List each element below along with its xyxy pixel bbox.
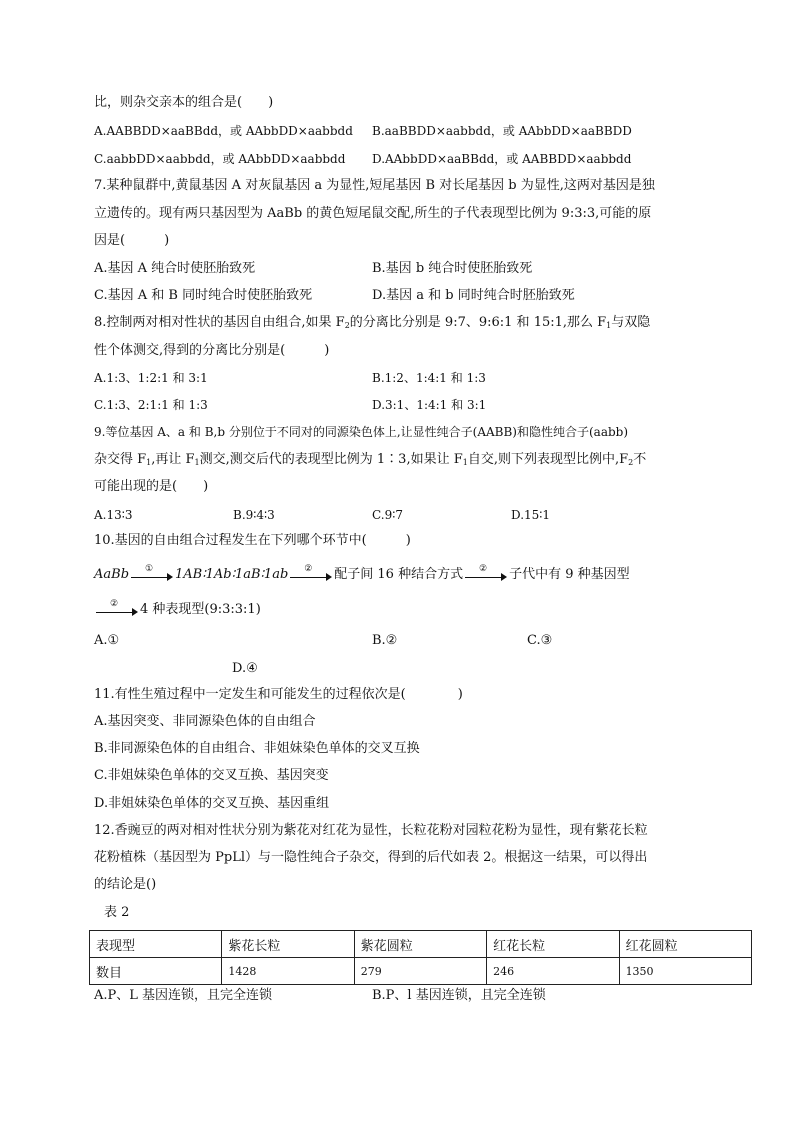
q9-stem-line1: 9.等位基因 A、a 和 B,b 分别位于不同对的同源染色体上,让显性纯合子(AABB)和隐性纯合子(aabb) [94, 425, 629, 439]
q12-table-caption: 表 2 [104, 905, 130, 920]
q6-option-d: D.AAbbDD×aaBBdd，或 AABBDD×aabbdd [372, 152, 632, 166]
q6-option-b: B.aaBBDD×aabbdd，或 AAbbDD×aaBBDD [372, 124, 632, 138]
q7-option-b: B.基因 b 纯合时使胚胎致死 [372, 261, 533, 276]
q11-stem: 11.有性生殖过程中一定发生和可能发生的过程依次是( ) [94, 687, 463, 702]
table-cell: 数目 [90, 958, 222, 985]
q7-option-a: A.基因 A 纯合时使胚胎致死 [94, 261, 256, 276]
table-cell: 279 [354, 958, 486, 985]
q7-option-d: D.基因 a 和 b 同时纯合时胚胎致死 [372, 288, 575, 303]
q9-option-c: C.9∶7 [372, 508, 403, 522]
q7-option-c: C.基因 A 和 B 同时纯合时使胚胎致死 [94, 288, 313, 303]
q10-arrow-3: ② [465, 568, 507, 582]
q12-stem-line3: 的结论是() [94, 877, 157, 892]
q12-results-table [89, 930, 752, 985]
table-header-cell: 红花长粒 [487, 931, 619, 958]
q8-option-d: D.3:1、1:4:1 和 3:1 [372, 398, 487, 412]
q11-option-d: D.非姐妹染色单体的交叉互换、基因重组 [94, 796, 330, 811]
q12-option-b: B.P、l 基因连锁，且完全连锁 [372, 988, 546, 1003]
q7-stem-line3: 因是( ) [94, 233, 170, 248]
q10-step-combinations: 配子间 16 种结合方式 [334, 567, 464, 582]
q10-arrow-4: ② [96, 603, 138, 617]
table-cell: 1350 [619, 958, 751, 985]
table-header-row [90, 931, 752, 958]
q10-option-b: B.② [372, 633, 398, 648]
q10-option-a: A.① [94, 633, 120, 648]
q10-option-d: D.④ [232, 661, 258, 676]
table-header-cell: 表现型 [90, 931, 222, 958]
q10-option-c: C.③ [527, 633, 553, 648]
q10-arrow-1: ① [131, 568, 173, 582]
q10-parent-genotype: AaBb [94, 567, 130, 582]
q11-option-a: A.基因突变、非同源染色体的自由组合 [94, 714, 316, 729]
q8-option-b: B.1:2、1:4:1 和 1:3 [372, 371, 486, 385]
q9-option-d: D.15∶1 [511, 508, 551, 522]
table-header-cell: 红花圆粒 [619, 931, 751, 958]
q9-stem-line2: 杂交得 $F_1$,再让 $F_1$测交,测交后代的表现型比例为 1∶3,如果让 $F_1$自交,则下列表现型比例中$,F_2$不 [94, 452, 647, 467]
q7-stem-line1: 7.某种鼠群中,黄鼠基因 A 对灰鼠基因 a 为显性,短尾基因 B 对长尾基因 b 为显性,这两对基因是独 [94, 178, 655, 193]
q8-stem-line2: 性个体测交,得到的分离比分别是( ) [94, 343, 330, 358]
q8-option-c: C.1:3、2:1:1 和 1:3 [94, 398, 208, 412]
q11-option-c: C.非姐妹染色单体的交叉互换、基因突变 [94, 768, 329, 783]
table-header-cell: 紫花圆粒 [354, 931, 486, 958]
q10-step-genotypes: 子代中有 9 种基因型 [509, 567, 630, 582]
q10-step-phenotypes: 4 种表现型(9:3:3:1) [140, 602, 261, 617]
q12-stem-line1: 12.香豌豆的两对相对性状分别为紫花对红花为显性，长粒花粉对园粒花粉为显性，现有紫花长粒 [94, 823, 648, 838]
q6-option-a: A.AABBDD×aaBBdd，或 AAbbDD×aabbdd [94, 124, 353, 138]
table-header-cell: 紫花长粒 [222, 931, 354, 958]
table-cell: 246 [487, 958, 619, 985]
q11-option-b: B.非同源染色体的自由组合、非姐妹染色单体的交叉互换 [94, 741, 420, 756]
table-cell: 1428 [222, 958, 354, 985]
q6-option-c: C.aabbDD×aabbdd，或 AAbbDD×aabbdd [94, 152, 346, 166]
q10-arrow-2: ② [290, 568, 332, 582]
q8-stem-line1: 8.控制两对相对性状的基因自由组合,如果 $F_2$的分离比分别是 9:7、9:6:1 和 15:1,那么 $F_1$与双隐 [94, 315, 651, 330]
q12-stem-line2: 花粉植株（基因型为 PpLl）与一隐性纯合子杂交，得到的后代如表 2。根据这一结果，可以得出 [94, 850, 648, 865]
q10-stem: 10.基因的自由组合过程发生在下列哪个环节中( ) [94, 533, 411, 548]
q8-option-a: A.1:3、1:2:1 和 3:1 [94, 371, 208, 385]
q6-stem-tail: 比，则杂交亲本的组合是( ) [94, 95, 274, 110]
q9-option-a: A.13∶3 [94, 508, 133, 522]
table-row [90, 958, 752, 985]
q12-option-a: A.P、L 基因连锁，且完全连锁 [94, 988, 273, 1003]
q7-stem-line2: 立遗传的。现有两只基因型为 AaBb 的黄色短尾鼠交配,所生的子代表现型比例为 9:3:3,可能的原 [94, 206, 652, 221]
q10-gametes: 1AB∶1Ab∶1aB∶1ab [175, 567, 289, 582]
q10-process-line2 [94, 598, 261, 619]
q10-process-line1 [94, 563, 630, 584]
q9-option-b: B.9∶4∶3 [233, 508, 275, 522]
q9-stem-line3: 可能出现的是( ) [94, 479, 209, 494]
